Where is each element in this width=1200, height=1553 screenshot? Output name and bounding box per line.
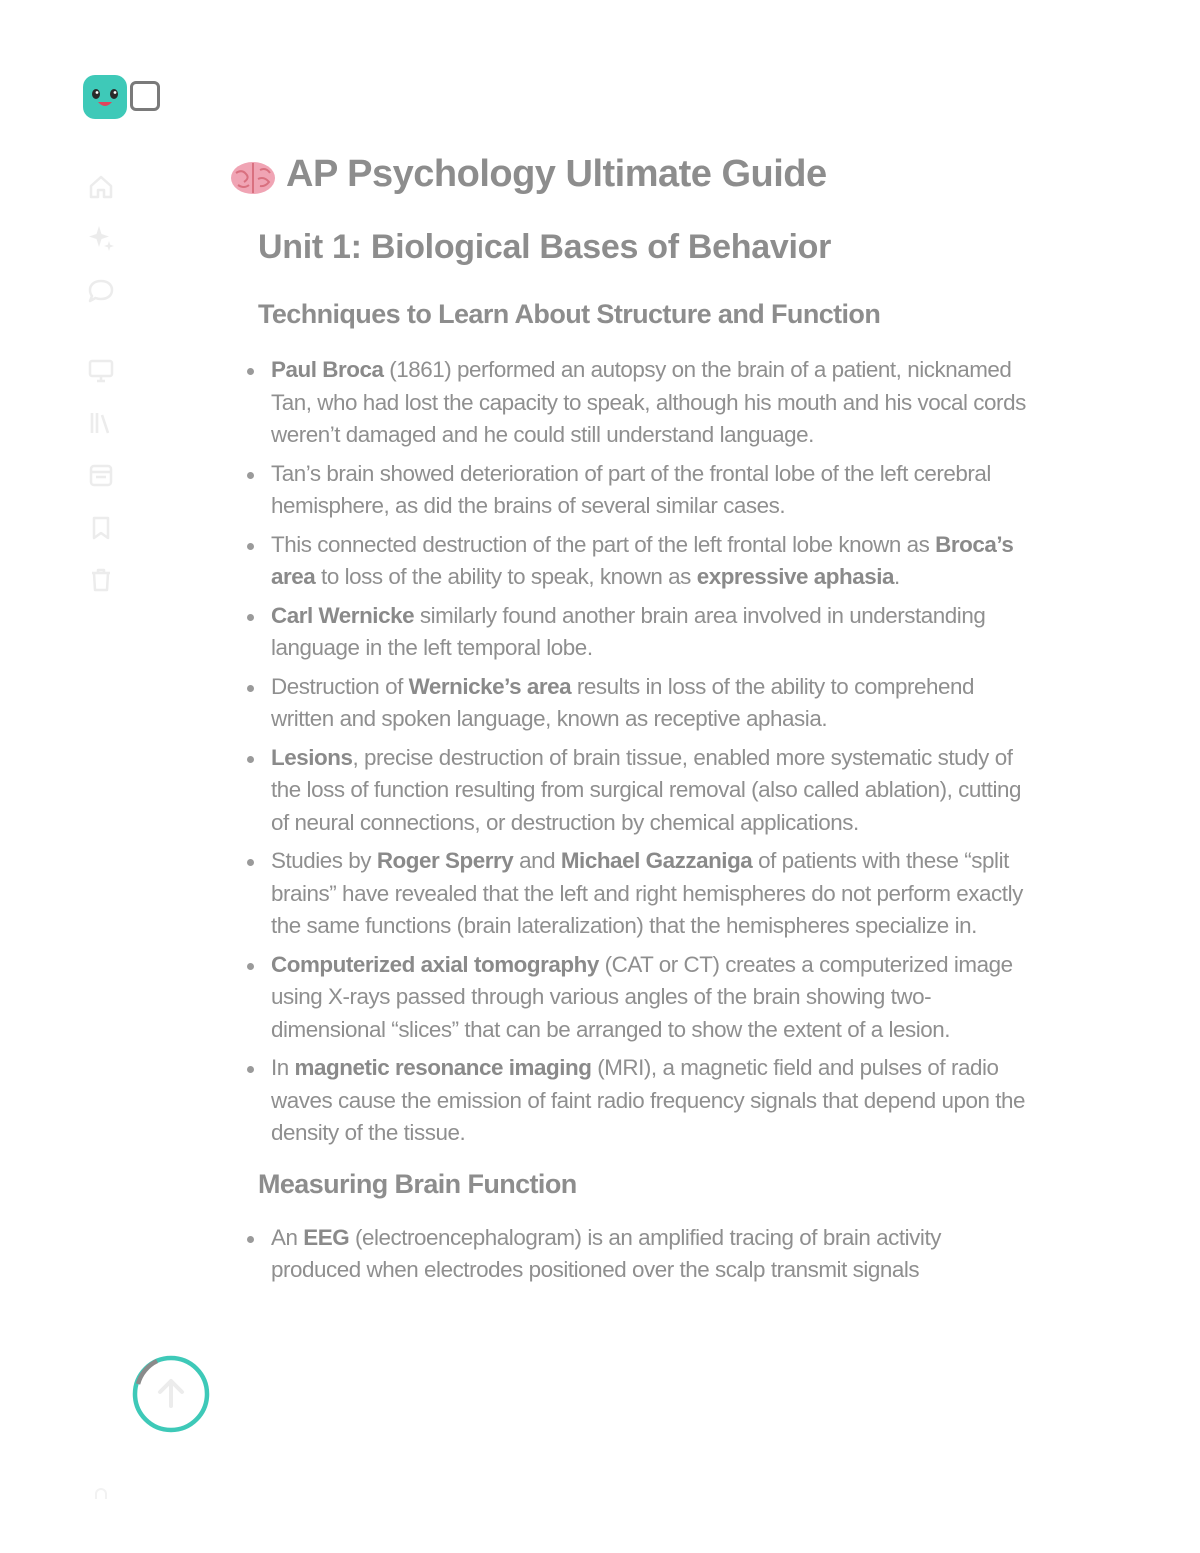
fiveable-logo[interactable] (83, 75, 165, 119)
bullet-item (230, 1052, 1031, 1150)
bullet-text: and (513, 848, 561, 873)
home-icon[interactable] (86, 172, 116, 202)
bullet-item (230, 845, 1031, 943)
bullet-key-term: Carl Wernicke (271, 602, 415, 628)
bullet-text: (MRI), a magnetic field and pulses of radio waves cause the emission of faint radio frequency signals that depend upon the density of the tissue. (271, 1055, 1026, 1145)
bullet-item (230, 671, 1031, 736)
bullet-text: to loss of the ability to speak, known as (315, 564, 697, 589)
bullet-text: of patients with these “split brains” have revealed that the left and right hemispheres do not perform exactly the same functions (brain lateralization) that the hemispheres specialize in. (271, 848, 1023, 938)
bullet-text: (CAT or CT) creates a computerized image using X-rays passed through various angles of the brain showing two-dimensional “slices” that can be arranged to show the extent of a lesion. (271, 951, 1013, 1042)
bullet-key-term: Roger Sperry (376, 848, 514, 873)
bullet-list (230, 1222, 1030, 1287)
bullet-text: In (271, 1055, 295, 1080)
bullet-item (230, 949, 1031, 1047)
monitor-icon[interactable] (86, 355, 116, 385)
bullet-list (230, 354, 1030, 1150)
logo-box-icon (130, 81, 160, 111)
bullet-text: (electroencephalogram) is an amplified tracing of brain activity produced when electrodes positioned over the scalp transmit signals (271, 1224, 941, 1282)
bullet-text: This connected destruction of the part of the left frontal lobe known as (271, 531, 936, 557)
chat-icon[interactable] (86, 276, 116, 306)
lock-icon (92, 1486, 110, 1500)
bullet-text: Tan’s brain showed deterioration of part of the frontal lobe of the left cerebral hemisphere, as did the brains of several similar cases. (271, 460, 991, 518)
section-heading: Techniques to Learn About Structure and Function (258, 299, 881, 329)
bullet-text: similarly found another brain area involved in understanding language in the left temporal lobe. (271, 602, 986, 660)
bullet-item (230, 600, 1031, 665)
sparkle-icon[interactable] (86, 223, 116, 253)
trash-icon[interactable] (86, 565, 116, 595)
arrow-up-icon (160, 1381, 182, 1406)
bullet-item (230, 1222, 1031, 1287)
bullet-item (230, 458, 1031, 523)
calendar-icon[interactable] (86, 460, 116, 490)
bullet-key-term: expressive aphasia (696, 564, 894, 589)
bullet-key-term: Wernicke’s area (408, 673, 572, 699)
bullet-key-term: EEG (303, 1224, 350, 1250)
brain-icon (230, 157, 276, 191)
bullet-key-term: Computerized axial tomography (271, 951, 599, 977)
library-icon[interactable] (86, 408, 116, 438)
bullet-key-term: Paul Broca (271, 357, 384, 382)
bullet-item (230, 529, 1031, 594)
section-heading: Measuring Brain Function (258, 1168, 577, 1199)
bullet-key-term: Michael Gazzaniga (560, 848, 753, 873)
page-title (230, 148, 1030, 200)
bullet-text: results in loss of the ability to comprehend written and spoken language, known as receptive aphasia. (271, 673, 975, 731)
bullet-key-term: Broca’s area (271, 531, 1014, 589)
bullet-item (230, 354, 1031, 452)
scroll-to-top-button[interactable] (131, 1354, 211, 1434)
bullet-item (230, 742, 1031, 840)
bullet-text: Destruction of (271, 673, 409, 699)
bullet-text: Studies by (271, 848, 377, 873)
logo-face-icon (83, 75, 127, 119)
bullet-key-term: Lesions (271, 744, 353, 770)
bullet-key-term: magnetic resonance imaging (294, 1055, 592, 1080)
bullet-text: (1861) performed an autopsy on the brain of a patient, nicknamed Tan, who had lost the capacity to speak, although his mouth and his vocal cords weren’t damaged and he could still understand language. (271, 357, 1026, 447)
guide-content (230, 148, 1030, 1293)
page-title-text: AP Psychology Ultimate Guide (286, 153, 827, 195)
bullet-text: . (894, 564, 900, 589)
bullet-text: An (271, 1224, 304, 1250)
unit-title: Unit 1: Biological Bases of Behavior (258, 228, 831, 266)
bookmark-icon[interactable] (86, 513, 116, 543)
bullet-text: , precise destruction of brain tissue, enabled more systematic study of the loss of function resulting from surgical removal (also called ablation), cutting of neural connections, or destruction by chemical applications. (271, 744, 1021, 835)
